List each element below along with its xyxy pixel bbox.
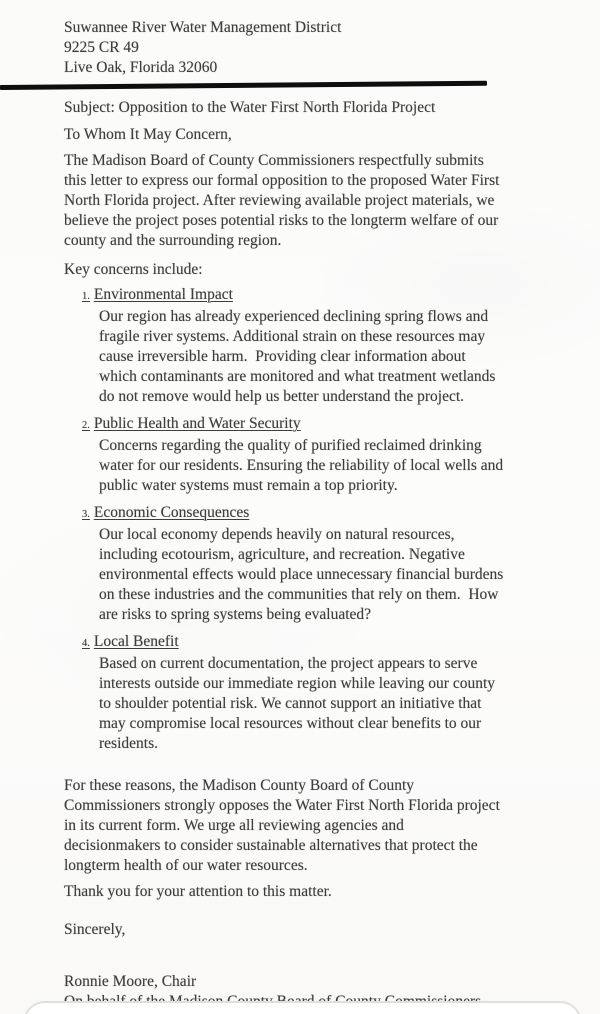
concern-item-public-health bbox=[64, 414, 580, 496]
closing-paragraph: For these reasons, the Madison County Board of County Commissioners strongly opposes the Water First North Florida project in its current form. We urge all reviewing agencies and decisionmakers to consider sustainable alternatives that protect the longterm health of our water resources. bbox=[64, 777, 500, 874]
concern-body: Our local economy depends heavily on natural resources, including ecotourism, agriculture, and recreation. Negative environmental effects would place unnecessary financial burdens on these industries and the communities that rely on them. How are risks to spring systems being evaluated? bbox=[99, 526, 504, 623]
concern-title bbox=[82, 285, 580, 307]
concern-title bbox=[82, 414, 580, 436]
concern-item-local-benefit bbox=[64, 632, 580, 754]
bottom-input-box[interactable] bbox=[23, 1001, 582, 1014]
concern-title-text: Local Benefit bbox=[93, 633, 179, 650]
signoff-line: Sincerely, bbox=[64, 921, 126, 938]
intro-paragraph: The Madison Board of County Commissioners respectfully submits this letter to express our formal opposition to the proposed Water First North Florida project. After reviewing available project materials, we believe the project poses potential risks to the longterm welfare of our county and the surrounding region. bbox=[64, 152, 500, 249]
concern-number: 4. bbox=[82, 638, 90, 649]
concern-title-text: Environmental Impact bbox=[93, 286, 233, 303]
concern-title-text: Public Health and Water Security bbox=[93, 415, 301, 432]
key-concerns-label: Key concerns include: bbox=[64, 261, 203, 278]
concern-body: Our region has already experienced declining spring flows and fragile river systems. Additional strain on these resources may cause irreversible harm. Providing clear information about which contaminants are monitored and what treatment wetlands do not remove would help us better understand the project. bbox=[99, 308, 496, 405]
concern-title-text: Economic Consequences bbox=[93, 504, 250, 521]
concern-number: 3. bbox=[82, 509, 90, 520]
redaction-bar bbox=[0, 81, 487, 90]
subject-line: Subject: Opposition to the Water First North Florida Project bbox=[64, 99, 436, 116]
concern-title bbox=[82, 503, 580, 525]
concern-body: Concerns regarding the quality of purified reclaimed drinking water for our residents. Ensuring the reliability of local wells and public water systems must remain a top priority. bbox=[99, 437, 504, 494]
salutation: To Whom It May Concern, bbox=[64, 126, 232, 143]
concern-item-economic-consequences bbox=[64, 503, 580, 625]
concern-body: Based on current documentation, the project appears to serve interests outside our immediate region while leaving our county to shoulder potential risk. We cannot support an initiative that may compromise local resources without clear benefits to our residents. bbox=[99, 655, 496, 752]
thanks-line: Thank you for your attention to this matter. bbox=[64, 883, 332, 900]
concern-item-environmental-impact bbox=[64, 285, 580, 407]
concern-number: 2. bbox=[82, 420, 90, 431]
signature-block: Ronnie Moore, Chair bbox=[64, 973, 197, 990]
recipient-address: Suwannee River Water Management District 9225 CR 49 Live Oak, Florida 32060 bbox=[64, 19, 342, 76]
concern-title bbox=[82, 632, 580, 654]
concern-number: 1. bbox=[82, 291, 90, 302]
